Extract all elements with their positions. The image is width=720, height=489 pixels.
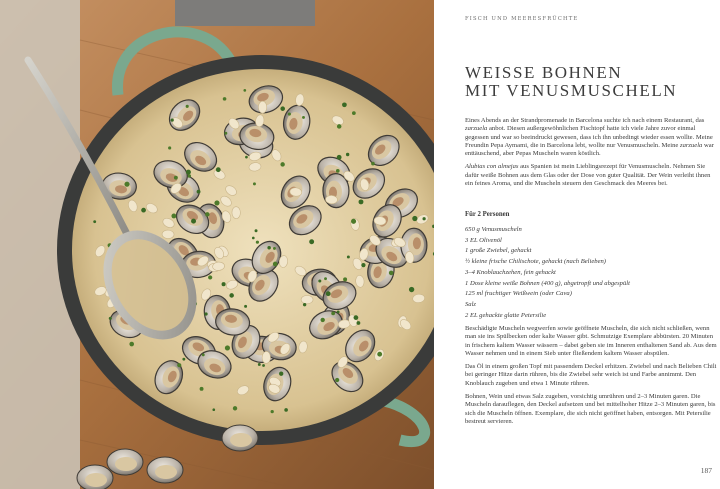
parsley-fleck [186,105,189,108]
parsley-fleck [245,156,248,159]
ingredient-item: 1 große Zwiebel, gehackt [465,247,532,255]
parsley-fleck [262,364,265,367]
method-text [465,325,717,431]
parsley-fleck [267,246,270,249]
parsley-fleck [168,146,171,149]
parsley-fleck [204,312,207,315]
parsley-fleck [377,352,382,357]
parsley-fleck [233,406,237,410]
parsley-fleck [229,293,234,298]
parsley-fleck [280,162,284,166]
parsley-fleck [351,219,356,224]
parsley-fleck [253,182,256,185]
parsley-fleck [212,408,215,411]
parsley-fleck [273,262,278,267]
parsley-fleck [109,317,112,320]
parsley-fleck [174,176,178,180]
parsley-fleck [258,363,261,366]
parsley-fleck [324,277,327,280]
parsley-fleck [389,271,394,276]
recipe-title-line-2: MIT VENUSMUSCHELN [465,81,678,100]
loose-clam [107,449,143,475]
parsley-fleck [216,167,221,172]
parsley-fleck [357,321,361,325]
ingredient-item: Salz [465,300,476,308]
parsley-fleck [171,118,174,121]
white-bean [258,101,266,113]
intro-paragraph-2: Alubias con almejas aus Spanien ist mein Lieblingsrezept für Venusmuscheln. Nehmen Sie dafür weiße Bohnen aus dem Glas oder der Dose von guter Qualität. Der Wein verleiht ihnen ein feines Aroma, und die Muscheln steuern den Geschmack des Meeres bei. [465,163,711,188]
method-step-1: Beschädigte Muscheln wegwerfen sowie geöffnete Muscheln, die sich nicht schließen, wenn man sie ins Spülbecken oder kalte Wasser gibt. Schmutzige Exemplare abbürsten. 20 Minuten in frischem kaltem Wasser wässern – dabei geben sie im Inneren enthaltenen Sand ab. Aus dem Wasser nehmen und in einem Sieb unter fließendem kaltem Wasser abspülen. [465,325,717,357]
parsley-fleck [346,153,349,156]
loose-clam [147,457,183,483]
parsley-fleck [318,279,321,282]
parsley-fleck [243,89,246,92]
parsley-fleck [225,345,230,350]
parsley-fleck [336,169,340,173]
method-step-3: Bohnen, Wein und etwas Salz zugeben, vorsichtig umrühren und 2–3 Minuten garen. Die Muscheln darauflegen, den Deckel aufsetzen und bei mittelhoher Hitze 2–3 Minuten garen, bis sich die Muscheln öffnen. Exemplare, die sich nicht geöffnet haben, entsorgen. Mit Petersilie bestreut servieren. [465,393,716,425]
recipe-title-line-1: WEISSE BOHNEN [465,63,623,82]
parsley-fleck [129,342,134,347]
parsley-fleck [273,247,276,250]
parsley-fleck [335,378,339,382]
parsley-fleck [197,190,201,194]
parsley-fleck [279,372,283,376]
white-bean [301,295,313,303]
parsley-fleck [354,315,359,320]
parsley-fleck [352,111,356,115]
parsley-fleck [186,170,191,175]
white-bean [262,351,271,363]
parsley-fleck [280,106,285,111]
intro-text [465,117,717,193]
parsley-fleck [288,112,291,115]
parsley-fleck [256,241,259,244]
parsley-fleck [191,219,196,224]
section-header: FISCH UND MEERESFRÜCHTE [465,16,579,22]
parsley-fleck [208,275,212,279]
ingredient-item: 3 EL Olivenöl [465,236,502,244]
parsley-fleck [371,162,375,166]
parsley-fleck [409,287,414,292]
parsley-fleck [412,216,417,221]
parsley-fleck [244,305,247,308]
parsley-fleck [177,363,181,367]
parsley-fleck [342,102,347,107]
parsley-fleck [343,277,347,281]
parsley-fleck [303,303,306,306]
loose-clam [222,425,258,451]
parsley-fleck [214,200,219,205]
ingredient-item: 650 g Venusmuscheln [465,226,522,233]
parsley-fleck [171,214,176,219]
parsley-fleck [124,182,129,187]
parsley-fleck [302,116,305,119]
ingredient-item: 125 ml fruchtiger Weißwein (oder Cava) [465,290,572,298]
parsley-fleck [320,318,324,322]
parsley-fleck [222,282,226,286]
parsley-fleck [255,229,258,232]
parsley-fleck [200,387,204,391]
parsley-fleck [223,97,227,101]
parsley-fleck [188,174,191,177]
parsley-fleck [205,212,210,217]
parsley-fleck [347,255,350,258]
parsley-fleck [361,263,365,267]
parsley-fleck [224,132,227,135]
parsley-fleck [252,237,255,240]
parsley-fleck [271,410,274,413]
servings-heading: Für 2 Personen [465,211,510,218]
parsley-fleck [337,310,340,313]
recipe-title [465,64,677,100]
white-bean [232,207,241,219]
parsley-fleck [141,208,146,213]
parsley-fleck [309,239,314,244]
parsley-fleck [284,408,288,412]
loose-clam [77,465,113,489]
parsley-fleck [202,353,205,356]
parsley-fleck [359,199,364,204]
parsley-fleck [337,124,342,129]
ingredient-item: 2 EL gehackte glatte Petersilie [465,311,547,319]
method-step-2: Das Öl in einem großen Topf mit passendem Deckel erhitzen. Zwiebel und nach Belieben Chili bei geringer Hitze darin rühren, bis die Zwiebel sehr weich ist und Farbe annimmt. Den Knoblauch zugeben und etwa 1 Minute rühren. [465,363,717,387]
ingredient-item: ½ kleine frische Chilischote, gehackt (nach Belieben) [465,258,606,266]
page-number: 187 [700,466,712,475]
grey-napkin [175,0,315,26]
ingredient-list [465,225,715,321]
ingredient-item: 1 Dose kleine weiße Bohnen (400 g), abgetropft und abgespült [465,279,630,287]
intro-paragraph-1: Eines Abends an der Strandpromenade in Barcelona suchte ich nach einem Restaurant, das zarzuela anbot. Diesen außergewöhnlichen Fischtopf hatte ich viele Jahre zuvor einmal gegessen und war so beeindruckt gewesen, dass ich ihn unbedingt wieder essen wollte. Meine Freundin Pepa Aymami, die in Barcelona lebt, wollte nur Venusmuscheln. Meine zarzuela war enttäuschend, aber Pepas Muscheln waren köstlich. [465,117,714,158]
parsley-fleck [326,291,331,296]
ingredient-item: 3–4 Knoblauchzehen, fein gehackt [465,268,556,276]
parsley-fleck [93,220,96,223]
recipe-page [434,0,720,489]
parsley-fleck [337,155,342,160]
parsley-fleck [422,217,425,220]
parsley-fleck [331,311,335,315]
parsley-fleck [182,358,185,361]
